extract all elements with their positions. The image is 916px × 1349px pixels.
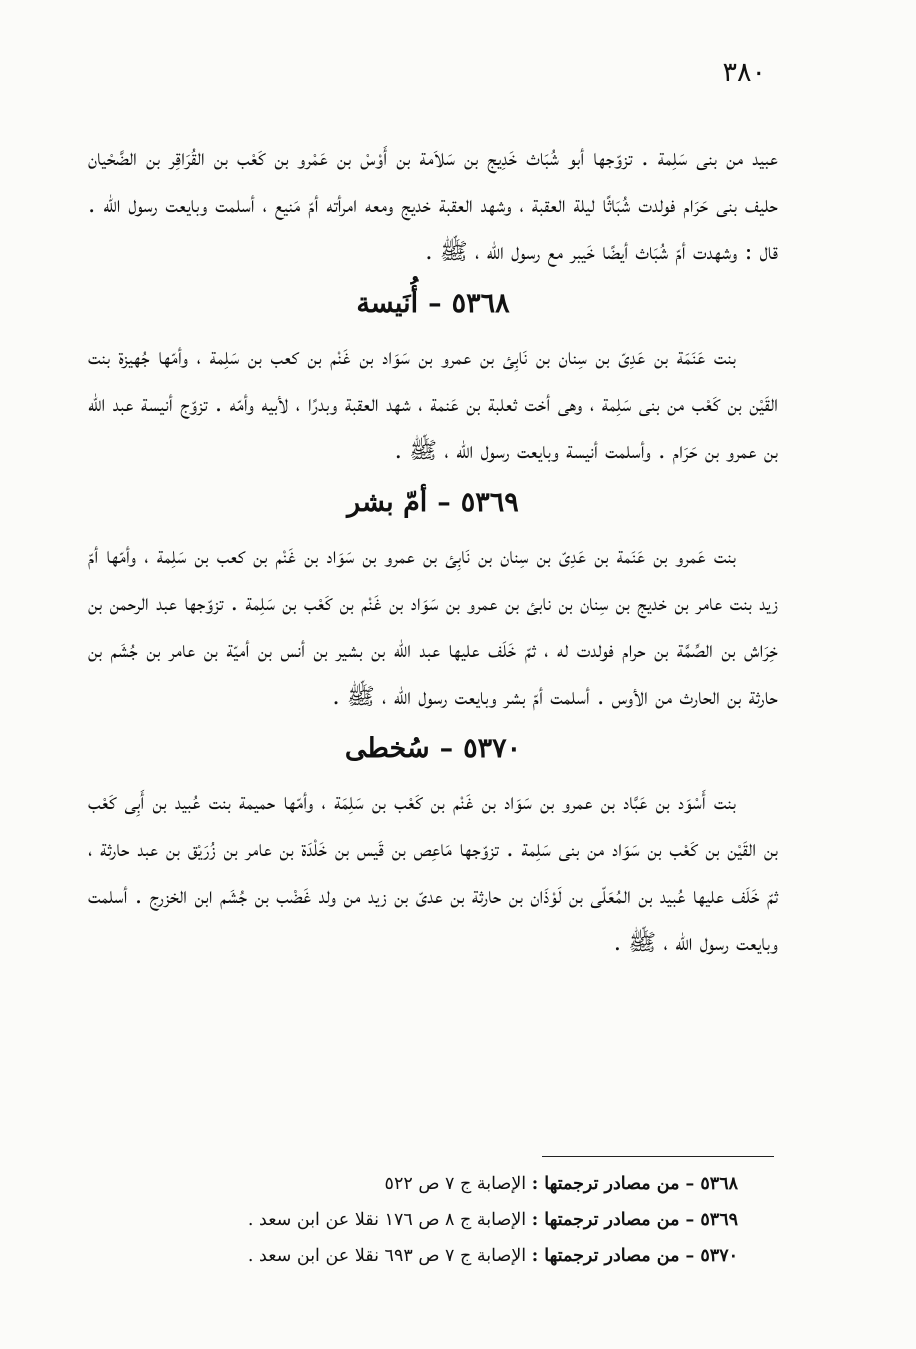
footnote-5368: [138, 1166, 738, 1202]
entry-number: ٥٣٦٩: [460, 487, 519, 518]
footnotes: [138, 1166, 738, 1274]
entry-heading-5369: [88, 481, 778, 525]
footnote-text: الإصابة ج ٧ ص ٥٢٢: [384, 1174, 527, 1194]
entry-paragraph-5370: بنت أَسْوَد بن عَبَّاد بن عمرو بن سَوَاد بن غَنْم بن كَعْب بن سَلِمَة ، وأمّها حميمة بنت عُبيد بن أَبِى كَعْب بن القَيْن بن كَعْب بن سَوَاد من بنى سَلِمة . تزوّجها مَاعِص بن قَيس بن خَلْدَة بن عامر بن زُرَيْق بن عبد حارثة ، ثمّ خَلَف عليها عُبيد بن المُعَلّى بن لَوْذَان بن حارثة بن عدىّ بن زيد من ولد غَضْب بن جُشَم ابن الخزرج . أسلمت وبايعت رسول الله ، ﷺ .: [88, 789, 778, 956]
footnote-label: ٥٣٦٨ – من مصادر ترجمتها :: [531, 1174, 738, 1194]
footnote-divider: [542, 1156, 774, 1157]
entry-number: ٥٣٦٨: [451, 288, 510, 319]
footnote-text: الإصابة ج ٧ ص ٦٩٣ نقلا عن ابن سعد .: [247, 1246, 527, 1266]
entry-heading-5370: [88, 727, 778, 771]
entry-dash: –: [428, 288, 442, 319]
footnote-5370: [138, 1238, 738, 1274]
entry-dash: –: [437, 487, 451, 518]
entry-paragraph-5369: بنت عَمرو بن عَنَمة بن عَدِىّ بن سِنان بن نَابِئ بن عمرو بن سَوَاد بن غَنْم بن كعب بن سَلِمة ، وأمّها أمّ زيد بنت عامر بن خديج بن سِنان بن نابئ بن عمرو بن سَوَاد بن غَنْم بن كَعْب بن سَلِمة . تزوّجها عبد الرحمن بن خِرَاش بن الصِّمَّة بن حرام فولدت له ، ثمّ خَلَف عليها عبد الله بن بشير بن أنس بن أميّة بن عامر بن جُشَم بن حارثة بن الحارث من الأوس . أسلمت أمّ بشر وبايعت رسول الله ، ﷺ .: [88, 543, 778, 710]
entry-heading-5368: [88, 282, 778, 326]
entry-name: أُنَيسة: [356, 288, 419, 319]
footnote-text: الإصابة ج ٨ ص ١٧٦ نقلا عن ابن سعد .: [247, 1210, 527, 1230]
entry-paragraph-5368: بنت عَنَمَة بن عَدِىّ بن سِنان بن نَابِئ بن عمرو بن سَوَاد بن غَنْم بن كعب بن سَلِمة ، وأمّها جُهيزة بنت القَيْن بن كَعْب من بنى سَلِمة ، وهى أخت ثعلبة بن عَنمة ، شهد العقبة وبدرًا ، لأبيه وأمّه . تزوّج أنيسة عبد الله بن عمرو بن حَرَام . وأسلمت أنيسة وبايعت رسول الله ، ﷺ .: [88, 344, 778, 464]
entry-number: ٥٣٧٠: [463, 733, 522, 764]
footnote-label: ٥٣٧٠ – من مصادر ترجمتها :: [531, 1246, 738, 1266]
page-number: ٣٨٠: [722, 57, 766, 88]
intro-paragraph: عبيد من بنى سَلِمة . تزوّجها أبو شُبَاث خَدِيج بن سَلاَمة بن أَوْسْ بن عَمْرو بن كَعْب بن القُرَاقِر بن الضَّحْيان حليف بنى حَرَام فولدت شُبَاثًا ليلة العقبة ، وشهد العقبة خديج ومعه امرأته أمّ مَنيع ، أسلمت وبايعت رسول الله . قال : وشهدت أمّ شُبَاث أيضًا خَيبر مع رسول الله ، ﷺ .: [88, 145, 778, 265]
main-text: [88, 135, 778, 967]
entry-name: أمّ بشر: [347, 487, 428, 518]
entry-dash: –: [439, 733, 454, 764]
footnote-label: ٥٣٦٩ – من مصادر ترجمتها :: [531, 1210, 738, 1230]
entry-name: سُخطى: [344, 733, 430, 764]
footnote-5369: [138, 1202, 738, 1238]
